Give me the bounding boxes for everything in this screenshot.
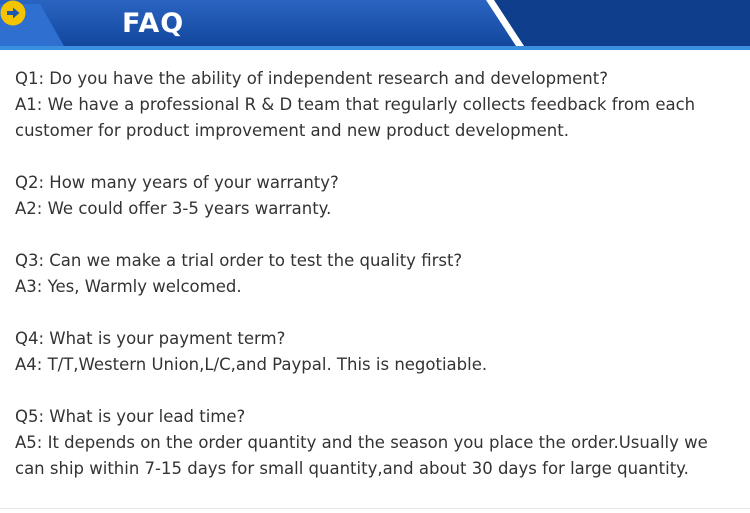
faq-answer-5: A5: It depends on the order quantity and the season you place the order.Usually we [15,433,708,452]
faq-list [15,66,745,508]
faq-question-3: Q3: Can we make a trial order to test the quality first? [15,251,463,270]
faq-item-1 [15,66,745,144]
header-band-shape [0,0,750,52]
faq-answer-3: A3: Yes, Warmly welcomed. [15,277,242,296]
faq-header-banner [0,0,750,52]
faq-answer-1: A1: We have a professional R & D team that regularly collects feedback from each [15,95,696,114]
faq-question-1: Q1: Do you have the ability of independent research and development? [15,69,608,88]
faq-item-3 [15,248,745,300]
faq-question-5: Q5: What is your lead time? [15,407,246,426]
faq-question-2: Q2: How many years of your warranty? [15,173,339,192]
faq-item-4 [15,326,745,378]
faq-answer-2: A2: We could offer 3-5 years warranty. [15,199,332,218]
faq-item-2 [15,170,745,222]
faq-answer-1-cont: customer for product improvement and new product development. [15,121,569,140]
faq-question-4: Q4: What is your payment term? [15,329,286,348]
faq-item-5 [15,404,745,482]
faq-answer-5-cont: can ship within 7-15 days for small quantity,and about 30 days for large quantity. [15,459,689,478]
bottom-divider [0,508,750,509]
faq-answer-4: A4: T/T,Western Union,L/C,and Paypal. This is negotiable. [15,355,488,374]
arrow-right-circle-icon [0,0,26,26]
page-title: FAQ [122,8,185,39]
